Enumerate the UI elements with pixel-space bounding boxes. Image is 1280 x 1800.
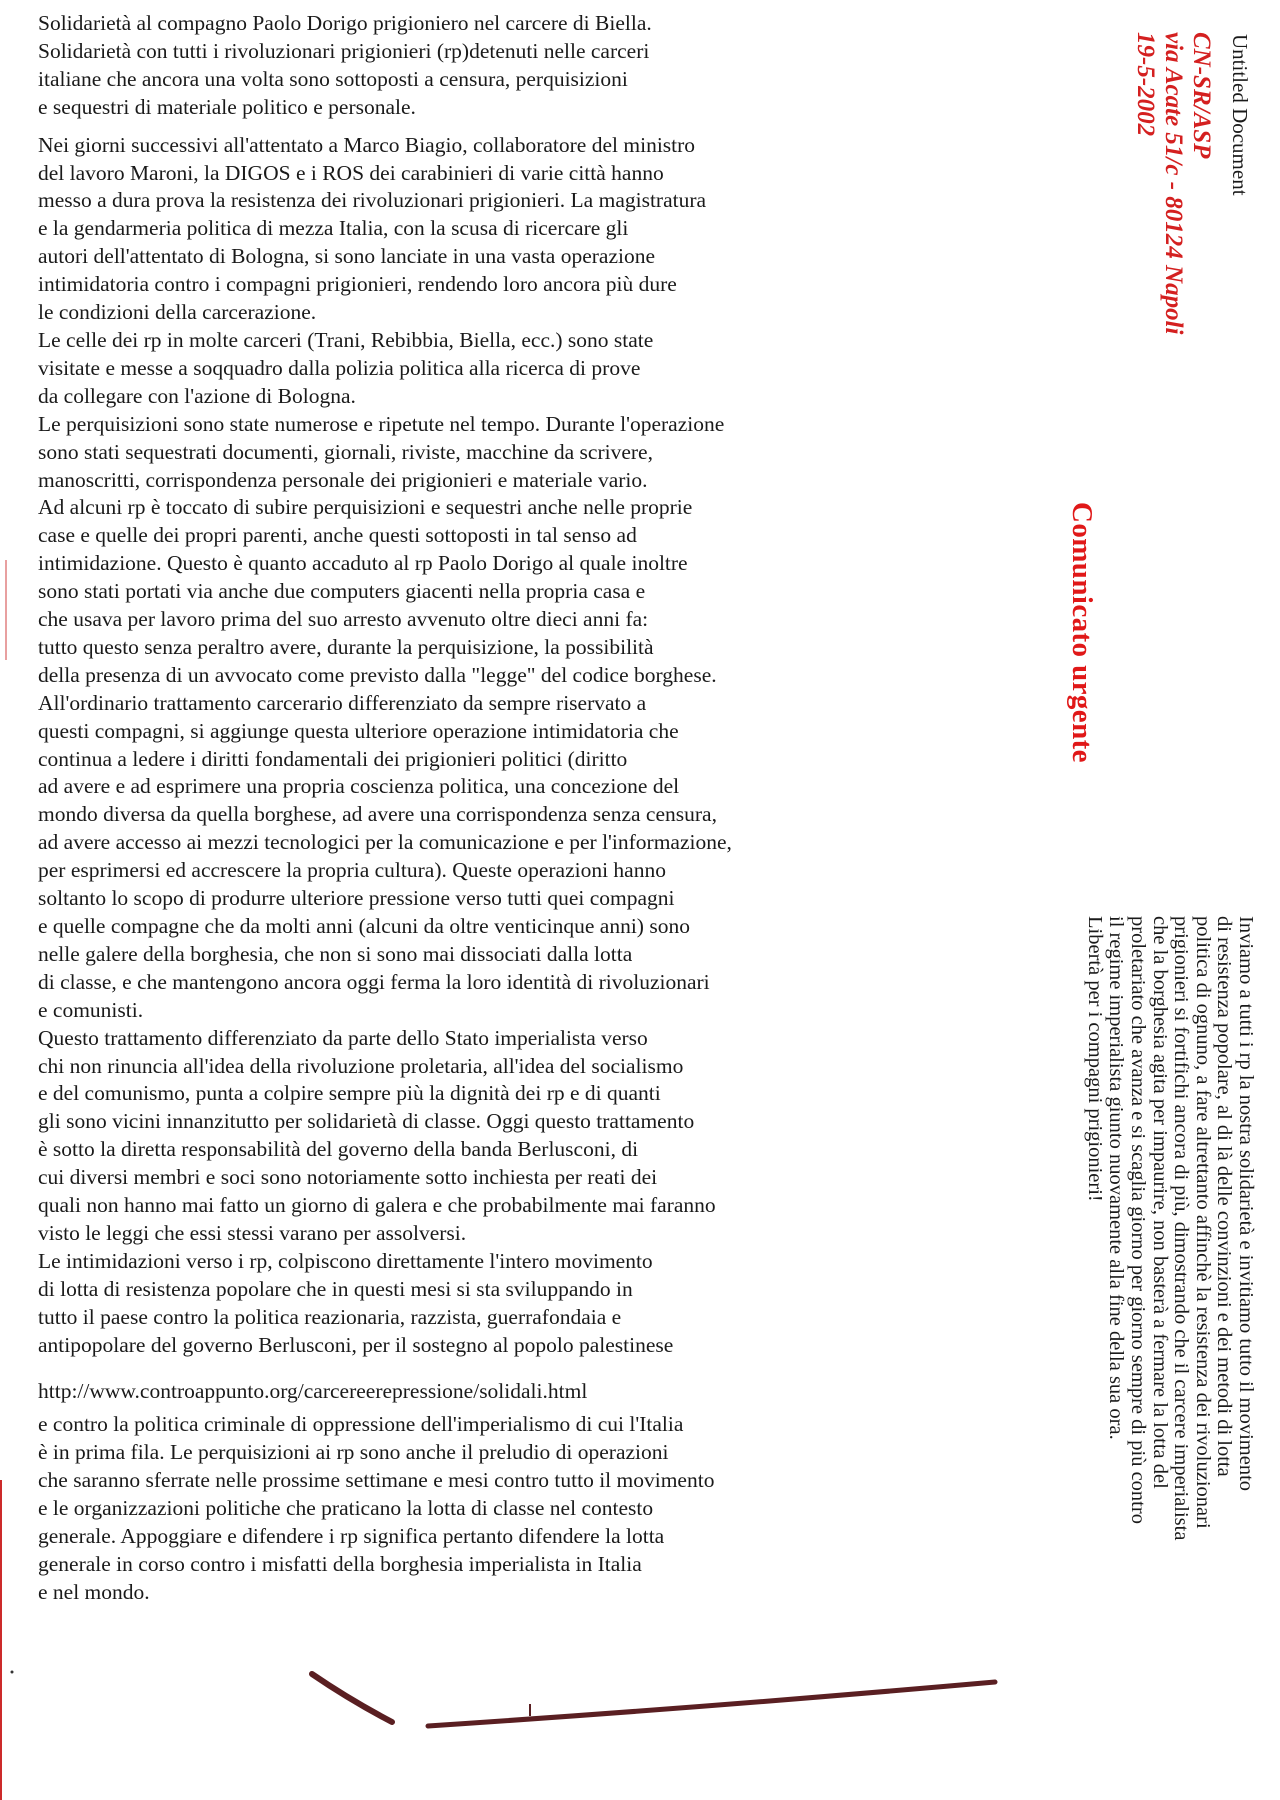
text-line: italiane che ancora una volta sono sottoposti a censura, perquisizioni xyxy=(38,66,628,91)
text-line: e quelle compagne che da molti anni (alcuni da oltre venticinque anni) sono xyxy=(38,914,690,938)
text-line: di classe, e che mantengono ancora oggi ferma la loro identità di rivoluzionari xyxy=(38,969,710,994)
text-line: e la gendarmeria politica di mezza Italia, con la scusa di ricercare gli xyxy=(38,216,629,241)
text-line: è sotto la diretta responsabilità del governo della banda Berlusconi, di xyxy=(38,1137,639,1162)
text-line: visto le leggi che essi stessi varano per assolversi. xyxy=(38,1220,467,1245)
text-line: sono stati sequestrati documenti, giornali, riviste, macchine da scrivere, xyxy=(38,439,653,464)
address-line: via Acate 51/c - 80124 Napoli xyxy=(1160,32,1187,335)
pen-underline-stroke xyxy=(428,1682,995,1726)
text-line: messo a dura prova la resistenza dei rivoluzionari prigionieri. La magistratura xyxy=(38,188,707,213)
ink-dot xyxy=(11,1671,14,1674)
text-line: per esprimersi ed accrescere la propria cultura). Queste operazioni hanno xyxy=(38,858,666,883)
text-line: Nei giorni successivi all'attentato a Marco Biagio, collaboratore del ministro xyxy=(38,132,696,157)
text-line: antipopolare del governo Berlusconi, per il sostegno al popolo palestinese xyxy=(38,1332,674,1357)
text-line: sono stati portati via anche due computers giacenti nella propria casa e xyxy=(38,579,646,604)
text-line: chi non rinuncia all'idea della rivoluzione proletaria, all'idea del socialismo xyxy=(38,1053,684,1078)
side-line: di resistenza popolare, al di là delle convinzioni e dei metodi di lotta xyxy=(1213,916,1236,1477)
text-line: continua a ledere i diritti fondamentali dei prigionieri politici (diritto xyxy=(38,746,628,771)
text-line: che usava per lavoro prima del suo arresto avvenuto oltre dieci anni fa: xyxy=(38,607,649,632)
text-line: e le organizzazioni politiche che praticano la lotta di classe nel contesto xyxy=(38,1496,654,1521)
side-line: Libertà per i compagni prigionieri! xyxy=(1083,916,1106,1202)
text-line: All'ordinario trattamento carcerario differenziato da sempre riservato a xyxy=(38,690,647,715)
text-line: case e quelle dei propri parenti, anche questi sottoposti in tal senso ad xyxy=(38,523,637,548)
source-url: http://www.controappunto.org/carcereerepressione/solidali.html xyxy=(38,1378,588,1403)
text-line: questi compagni, si aggiunge questa ulteriore operazione intimidatoria che xyxy=(38,718,679,743)
text-line: che saranno sferrate nelle prossime settimane e mesi contro tutto il movimento xyxy=(38,1468,715,1493)
text-line: e nel mondo. xyxy=(38,1579,150,1604)
text-line: intimidatoria contro i compagni prigionieri, rendendo loro ancora più dure xyxy=(38,272,677,297)
text-line: le condizioni della carcerazione. xyxy=(38,300,317,325)
text-line: manoscritti, corrispondenza personale dei prigionieri e materiale vario. xyxy=(38,467,648,492)
address-line: CN-SR/ASP xyxy=(1188,32,1215,159)
text-line: tutto questo senza peraltro avere, durante la perquisizione, la possibilità xyxy=(38,634,654,659)
text-line: e del comunismo, punta a colpire sempre più la dignità dei rp e di quanti xyxy=(38,1081,661,1106)
text-line: e contro la politica criminale di oppressione dell'imperialismo di cui l'Italia xyxy=(38,1412,684,1437)
text-line: visitate e messe a soqquadro dalla polizia politica alla ricerca di prove xyxy=(38,355,641,380)
side-line: Inviamo a tutti i rp la nostra solidarietà e invitiamo tutto il movimento xyxy=(1235,916,1257,1492)
text-line: cui diversi membri e soci sono notoriamente sotto inchiesta per reati dei xyxy=(38,1165,658,1190)
text-line: del lavoro Maroni, la DIGOS e i ROS dei carabinieri di varie città hanno xyxy=(38,160,664,185)
date-line: 19-5-2002 xyxy=(1132,32,1159,137)
side-line: prigionieri si fortifichi ancora di più, dimostrando che il carcere imperialista xyxy=(1170,916,1193,1541)
text-line: da collegare con l'azione di Bologna. xyxy=(38,383,356,408)
side-line: politica di ognuno, a fare altrettanto affinchè la resistenza dei rivoluzionari xyxy=(1191,916,1214,1529)
text-line: Solidarietà con tutti i rivoluzionari prigionieri (rp)detenuti nelle carceri xyxy=(38,38,650,63)
text-line: di lotta di resistenza popolare che in questi mesi si sta sviluppando in xyxy=(38,1276,633,1301)
text-line: tutto il paese contro la politica reazionaria, razzista, guerrafondaia e xyxy=(38,1304,622,1329)
text-line: Le celle dei rp in molte carceri (Trani, Rebibbia, Biella, ecc.) sono state xyxy=(38,327,654,352)
text-line: quali non hanno mai fatto un giorno di galera e che probabilmente mai faranno xyxy=(38,1193,716,1218)
text-line: e sequestri di materiale politico e personale. xyxy=(38,94,416,119)
document-heading: Comunicato urgente xyxy=(1066,502,1098,763)
text-line: Ad alcuni rp è toccato di subire perquisizioni e sequestri anche nelle proprie xyxy=(38,495,693,520)
text-line: gli sono vicini innanzitutto per solidarietà di classe. Oggi questo trattamento xyxy=(38,1109,695,1134)
text-line: e comunisti. xyxy=(38,997,144,1022)
text-line: generale. Appoggiare e difendere i rp significa pertanto difendere la lotta xyxy=(38,1524,665,1549)
text-line: Le intimidazioni verso i rp, colpiscono direttamente l'intero movimento xyxy=(38,1248,653,1273)
pen-slash-stroke xyxy=(312,1674,392,1722)
side-line: il regime imperialista giunto nuovamente alla fine della sua ora. xyxy=(1105,916,1128,1440)
text-line: Questo trattamento differenziato da parte dello Stato imperialista verso xyxy=(38,1025,648,1050)
text-line: Solidarietà al compagno Paolo Dorigo prigioniero nel carcere di Biella. xyxy=(38,11,652,35)
text-line: autori dell'attentato di Bologna, si sono lanciate in una vasta operazione xyxy=(38,244,656,269)
text-line: generale in corso contro i misfatti della borghesia imperialista in Italia xyxy=(38,1551,642,1576)
side-line: che la borghesia agita per impaurire, non basterà a fermare la lotta del xyxy=(1148,916,1171,1489)
text-line: nelle galere della borghesia, che non si sono mai dissociati dalla lotta xyxy=(38,941,633,966)
side-line: proletariato che avanza e si scaglia giorno per giorno sempre di più contro xyxy=(1127,916,1150,1524)
text-line: Le perquisizioni sono state numerose e ripetute nel tempo. Durante l'operazione xyxy=(38,411,725,436)
text-line: della presenza di un avvocato come previsto dalla "legge" del codice borghese. xyxy=(38,662,717,687)
text-line: soltanto lo scopo di produrre ulteriore pressione verso tutti quei compagni xyxy=(38,886,675,911)
text-line: mondo diversa da quella borghese, ad avere una corrispondenza senza censura, xyxy=(38,802,717,827)
text-line: ad avere e ad esprimere una propria coscienza politica, una concezione del xyxy=(38,774,680,799)
window-title: Untitled Document xyxy=(1228,34,1252,196)
text-line: intimidazione. Questo è quanto accaduto al rp Paolo Dorigo al quale inoltre xyxy=(38,551,688,576)
text-line: è in prima fila. Le perquisizioni ai rp sono anche il preludio di operazioni xyxy=(38,1440,669,1465)
text-line: ad avere accesso ai mezzi tecnologici per la comunicazione e per l'informazione, xyxy=(38,830,732,855)
